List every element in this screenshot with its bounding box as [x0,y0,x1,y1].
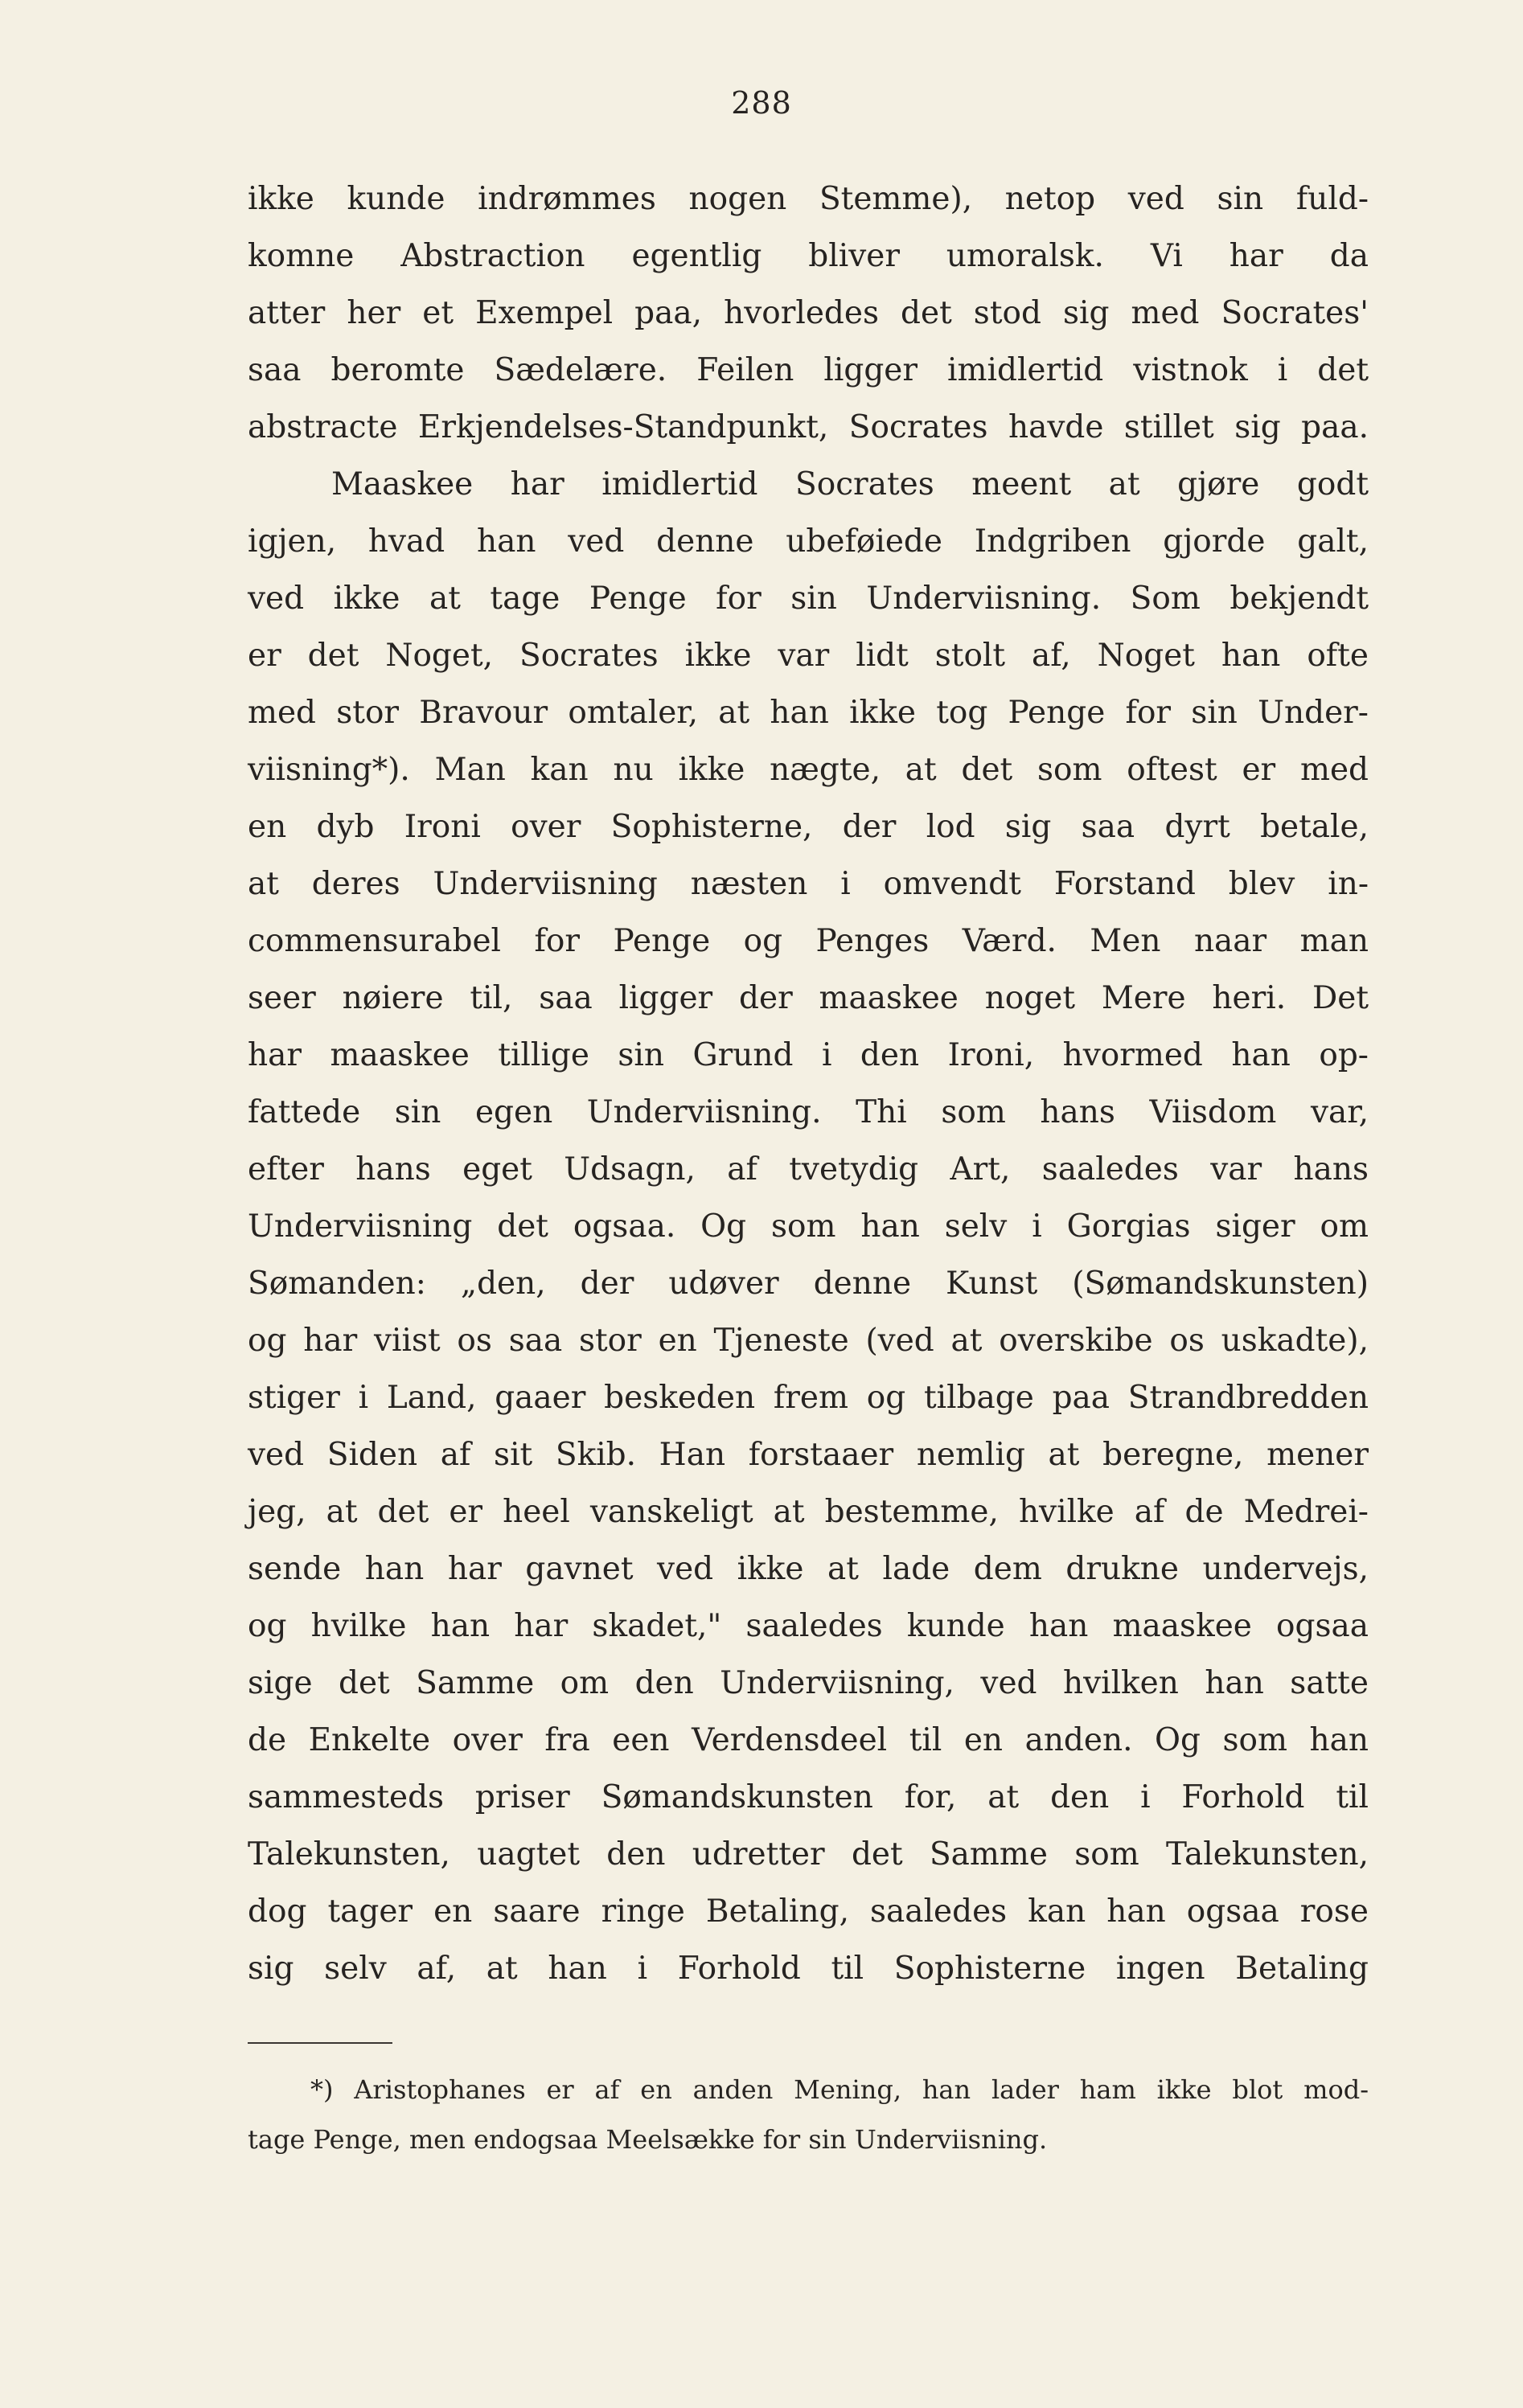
text-line: og hvilke han har skadet," saaledes kunde han maaskee ogsaa [248,1608,1369,1644]
text-line: saa beromte Sædelære. Feilen ligger imidlertid vistnok i det [248,352,1369,388]
footnote-line: tage Penge, men endogsaa Meelsække for sin Underviisning. [248,2124,1048,2155]
text-line: efter hans eget Udsagn, af tvetydig Art, saaledes var hans [248,1151,1369,1188]
page-number: 288 [731,85,792,121]
text-line: igjen, hvad han ved denne ubeføiede Indgriben gjorde galt, [248,523,1369,560]
footnote [248,2065,1369,2164]
text-line: sig selv af, at han i Forhold til Sophisterne ingen Betaling [248,1951,1369,1987]
text-line: sammesteds priser Sømandskunsten for, at den i Forhold til [248,1779,1369,1815]
text-line: de Enkelte over fra een Verdensdeel til en anden. Og som han [248,1722,1369,1758]
text-line: har maaskee tillige sin Grund i den Ironi, hvormed han op- [248,1037,1369,1073]
text-line: abstracte Erkjendelses-Standpunkt, Socrates havde stillet sig paa. [248,409,1369,445]
text-line: sende han har gavnet ved ikke at lade dem drukne undervejs, [248,1551,1369,1587]
footnote-divider [248,2042,392,2044]
text-line: komne Abstraction egentlig bliver umoralsk. Vi har da [248,238,1369,274]
text-line: commensurabel for Penge og Penges Værd. Men naar man [248,923,1369,959]
text-line: jeg, at det er heel vanskeligt at bestemme, hvilke af de Medrei- [248,1494,1369,1530]
text-line: atter her et Exempel paa, hvorledes det stod sig med Socrates' [248,295,1369,331]
text-line: og har viist os saa stor en Tjeneste (ved at overskibe os uskadte), [248,1323,1369,1359]
text-line: ved ikke at tage Penge for sin Underviisning. Som bekjendt [248,580,1369,617]
text-line: Underviisning det ogsaa. Og som han selv i Gorgias siger om [248,1208,1369,1245]
text-line: er det Noget, Socrates ikke var lidt stolt af, Noget han ofte [248,638,1369,674]
text-line: fattede sin egen Underviisning. Thi som hans Viisdom var, [248,1094,1369,1130]
text-line: med stor Bravour omtaler, at han ikke tog Penge for sin Under- [248,695,1369,731]
text-line: stiger i Land, gaaer beskeden frem og tilbage paa Strandbredden [248,1380,1369,1416]
text-line: dog tager en saare ringe Betaling, saaledes kan han ogsaa rose [248,1893,1369,1930]
text-line: seer nøiere til, saa ligger der maaskee noget Mere heri. Det [248,980,1369,1016]
text-line: Sømanden: „den, der udøver denne Kunst (Sømandskunsten) [248,1266,1369,1302]
text-line: ved Siden af sit Skib. Han forstaaer nemlig at beregne, mener [248,1437,1369,1473]
text-line: Talekunsten, uagtet den udretter det Samme som Talekunsten, [248,1836,1369,1873]
text-line: ikke kunde indrømmes nogen Stemme), netop ved sin fuld- [248,181,1369,217]
text-line: viisning*). Man kan nu ikke nægte, at det som oftest er med [248,752,1369,788]
text-line: at deres Underviisning næsten i omvendt Forstand blev in- [248,866,1369,902]
text-line: sige det Samme om den Underviisning, ved hvilken han satte [248,1665,1369,1701]
text-line: en dyb Ironi over Sophisterne, der lod sig saa dyrt betale, [248,809,1369,845]
text-line: Maaskee har imidlertid Socrates meent at gjøre godt [331,466,1369,503]
footnote-line: *) Aristophanes er af en anden Mening, han lader ham ikke blot mod- [310,2074,1369,2105]
body-text [248,170,1369,1997]
